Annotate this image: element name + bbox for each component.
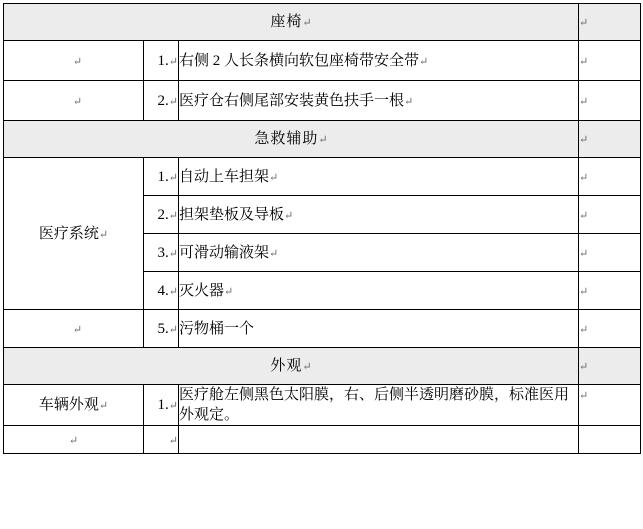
paragraph-mark: ↵ bbox=[579, 55, 589, 68]
paragraph-mark: ↵ bbox=[168, 55, 178, 68]
item-number: 5.↵ bbox=[144, 310, 179, 348]
paragraph-mark: ↵ bbox=[302, 17, 312, 29]
section-note-seats bbox=[579, 4, 641, 41]
paragraph-mark: ↵ bbox=[224, 285, 234, 298]
note-cell bbox=[579, 41, 641, 81]
paragraph-mark: ↵ bbox=[168, 171, 178, 184]
paragraph-mark: ↵ bbox=[168, 209, 178, 222]
note-cell bbox=[579, 272, 641, 310]
paragraph-mark: ↵ bbox=[68, 434, 79, 447]
item-description: 医疗舱左侧黑色太阳膜，右、后侧半透明磨砂膜，标准医用外观定。 bbox=[179, 385, 579, 426]
paragraph-mark: ↵ bbox=[579, 17, 589, 29]
table-row bbox=[4, 41, 641, 81]
paragraph-mark: ↵ bbox=[269, 171, 279, 184]
table-row bbox=[4, 81, 641, 121]
paragraph-mark: ↵ bbox=[579, 247, 589, 260]
category-cell bbox=[4, 81, 144, 121]
paragraph-mark: ↵ bbox=[72, 55, 83, 68]
paragraph-mark: ↵ bbox=[579, 361, 589, 373]
paragraph-mark: ↵ bbox=[284, 209, 294, 222]
category-cell bbox=[4, 41, 144, 81]
note-cell bbox=[579, 234, 641, 272]
note-cell bbox=[579, 158, 641, 196]
section-note-first-aid bbox=[579, 121, 641, 158]
paragraph-mark: ↵ bbox=[302, 361, 312, 373]
item-description: 污物桶一个 bbox=[179, 310, 579, 348]
item-description-footer bbox=[179, 426, 579, 454]
paragraph-mark: ↵ bbox=[168, 434, 178, 447]
section-header-row bbox=[4, 121, 641, 158]
note-cell bbox=[579, 196, 641, 234]
paragraph-mark: ↵ bbox=[579, 95, 589, 108]
item-number: 1.↵ bbox=[144, 385, 179, 426]
item-description: 右侧 2 人长条横向软包座椅带安全带↵ bbox=[179, 41, 579, 81]
note-cell bbox=[579, 81, 641, 121]
item-description: 医疗仓右侧尾部安装黄色扶手一根↵ bbox=[179, 81, 579, 121]
item-description: 灭火器↵ bbox=[179, 272, 579, 310]
paragraph-mark: ↵ bbox=[168, 323, 178, 336]
paragraph-mark: ↵ bbox=[168, 95, 178, 108]
paragraph-mark: ↵ bbox=[98, 228, 109, 241]
paragraph-mark: ↵ bbox=[579, 134, 589, 146]
table-row bbox=[4, 310, 641, 348]
section-title-first-aid: 急救辅助↵ bbox=[4, 121, 579, 158]
paragraph-mark: ↵ bbox=[72, 323, 83, 336]
paragraph-mark: ↵ bbox=[269, 247, 279, 260]
paragraph-mark: ↵ bbox=[579, 171, 589, 184]
section-title-appearance: 外观↵ bbox=[4, 348, 579, 385]
section-note-appearance bbox=[579, 348, 641, 385]
section-title-seats: 座椅↵ bbox=[4, 4, 579, 41]
paragraph-mark: ↵ bbox=[168, 247, 178, 260]
paragraph-mark: ↵ bbox=[419, 55, 429, 68]
paragraph-mark: ↵ bbox=[168, 400, 178, 412]
item-number: 2.↵ bbox=[144, 196, 179, 234]
paragraph-mark: ↵ bbox=[579, 209, 589, 222]
item-number: 1.↵ bbox=[144, 158, 179, 196]
paragraph-mark: ↵ bbox=[72, 95, 83, 108]
paragraph-mark: ↵ bbox=[579, 390, 589, 402]
category-cell-medical-system: 医疗系统↵ bbox=[4, 158, 144, 310]
paragraph-mark: ↵ bbox=[168, 285, 178, 298]
paragraph-mark: ↵ bbox=[318, 134, 328, 146]
item-number: 1.↵ bbox=[144, 41, 179, 81]
note-cell bbox=[579, 310, 641, 348]
item-description: 自动上车担架↵ bbox=[179, 158, 579, 196]
table-row bbox=[4, 385, 641, 426]
paragraph-mark: ↵ bbox=[579, 285, 589, 298]
table-row-footer bbox=[4, 426, 641, 454]
paragraph-mark: ↵ bbox=[579, 323, 589, 336]
item-number-footer bbox=[144, 426, 179, 454]
item-number: 4.↵ bbox=[144, 272, 179, 310]
category-cell-footer bbox=[4, 426, 144, 454]
section-header-row bbox=[4, 4, 641, 41]
note-cell-footer bbox=[579, 426, 641, 454]
specification-table bbox=[3, 3, 641, 454]
item-description: 可滑动输液架↵ bbox=[179, 234, 579, 272]
item-description: 担架垫板及导板↵ bbox=[179, 196, 579, 234]
section-header-row bbox=[4, 348, 641, 385]
item-number: 2.↵ bbox=[144, 81, 179, 121]
paragraph-mark: ↵ bbox=[404, 95, 414, 108]
category-cell-vehicle-appearance: 车辆外观↵ bbox=[4, 385, 144, 426]
table-row bbox=[4, 158, 641, 196]
category-cell bbox=[4, 310, 144, 348]
note-cell bbox=[579, 385, 641, 426]
paragraph-mark: ↵ bbox=[98, 400, 109, 412]
item-number: 3.↵ bbox=[144, 234, 179, 272]
